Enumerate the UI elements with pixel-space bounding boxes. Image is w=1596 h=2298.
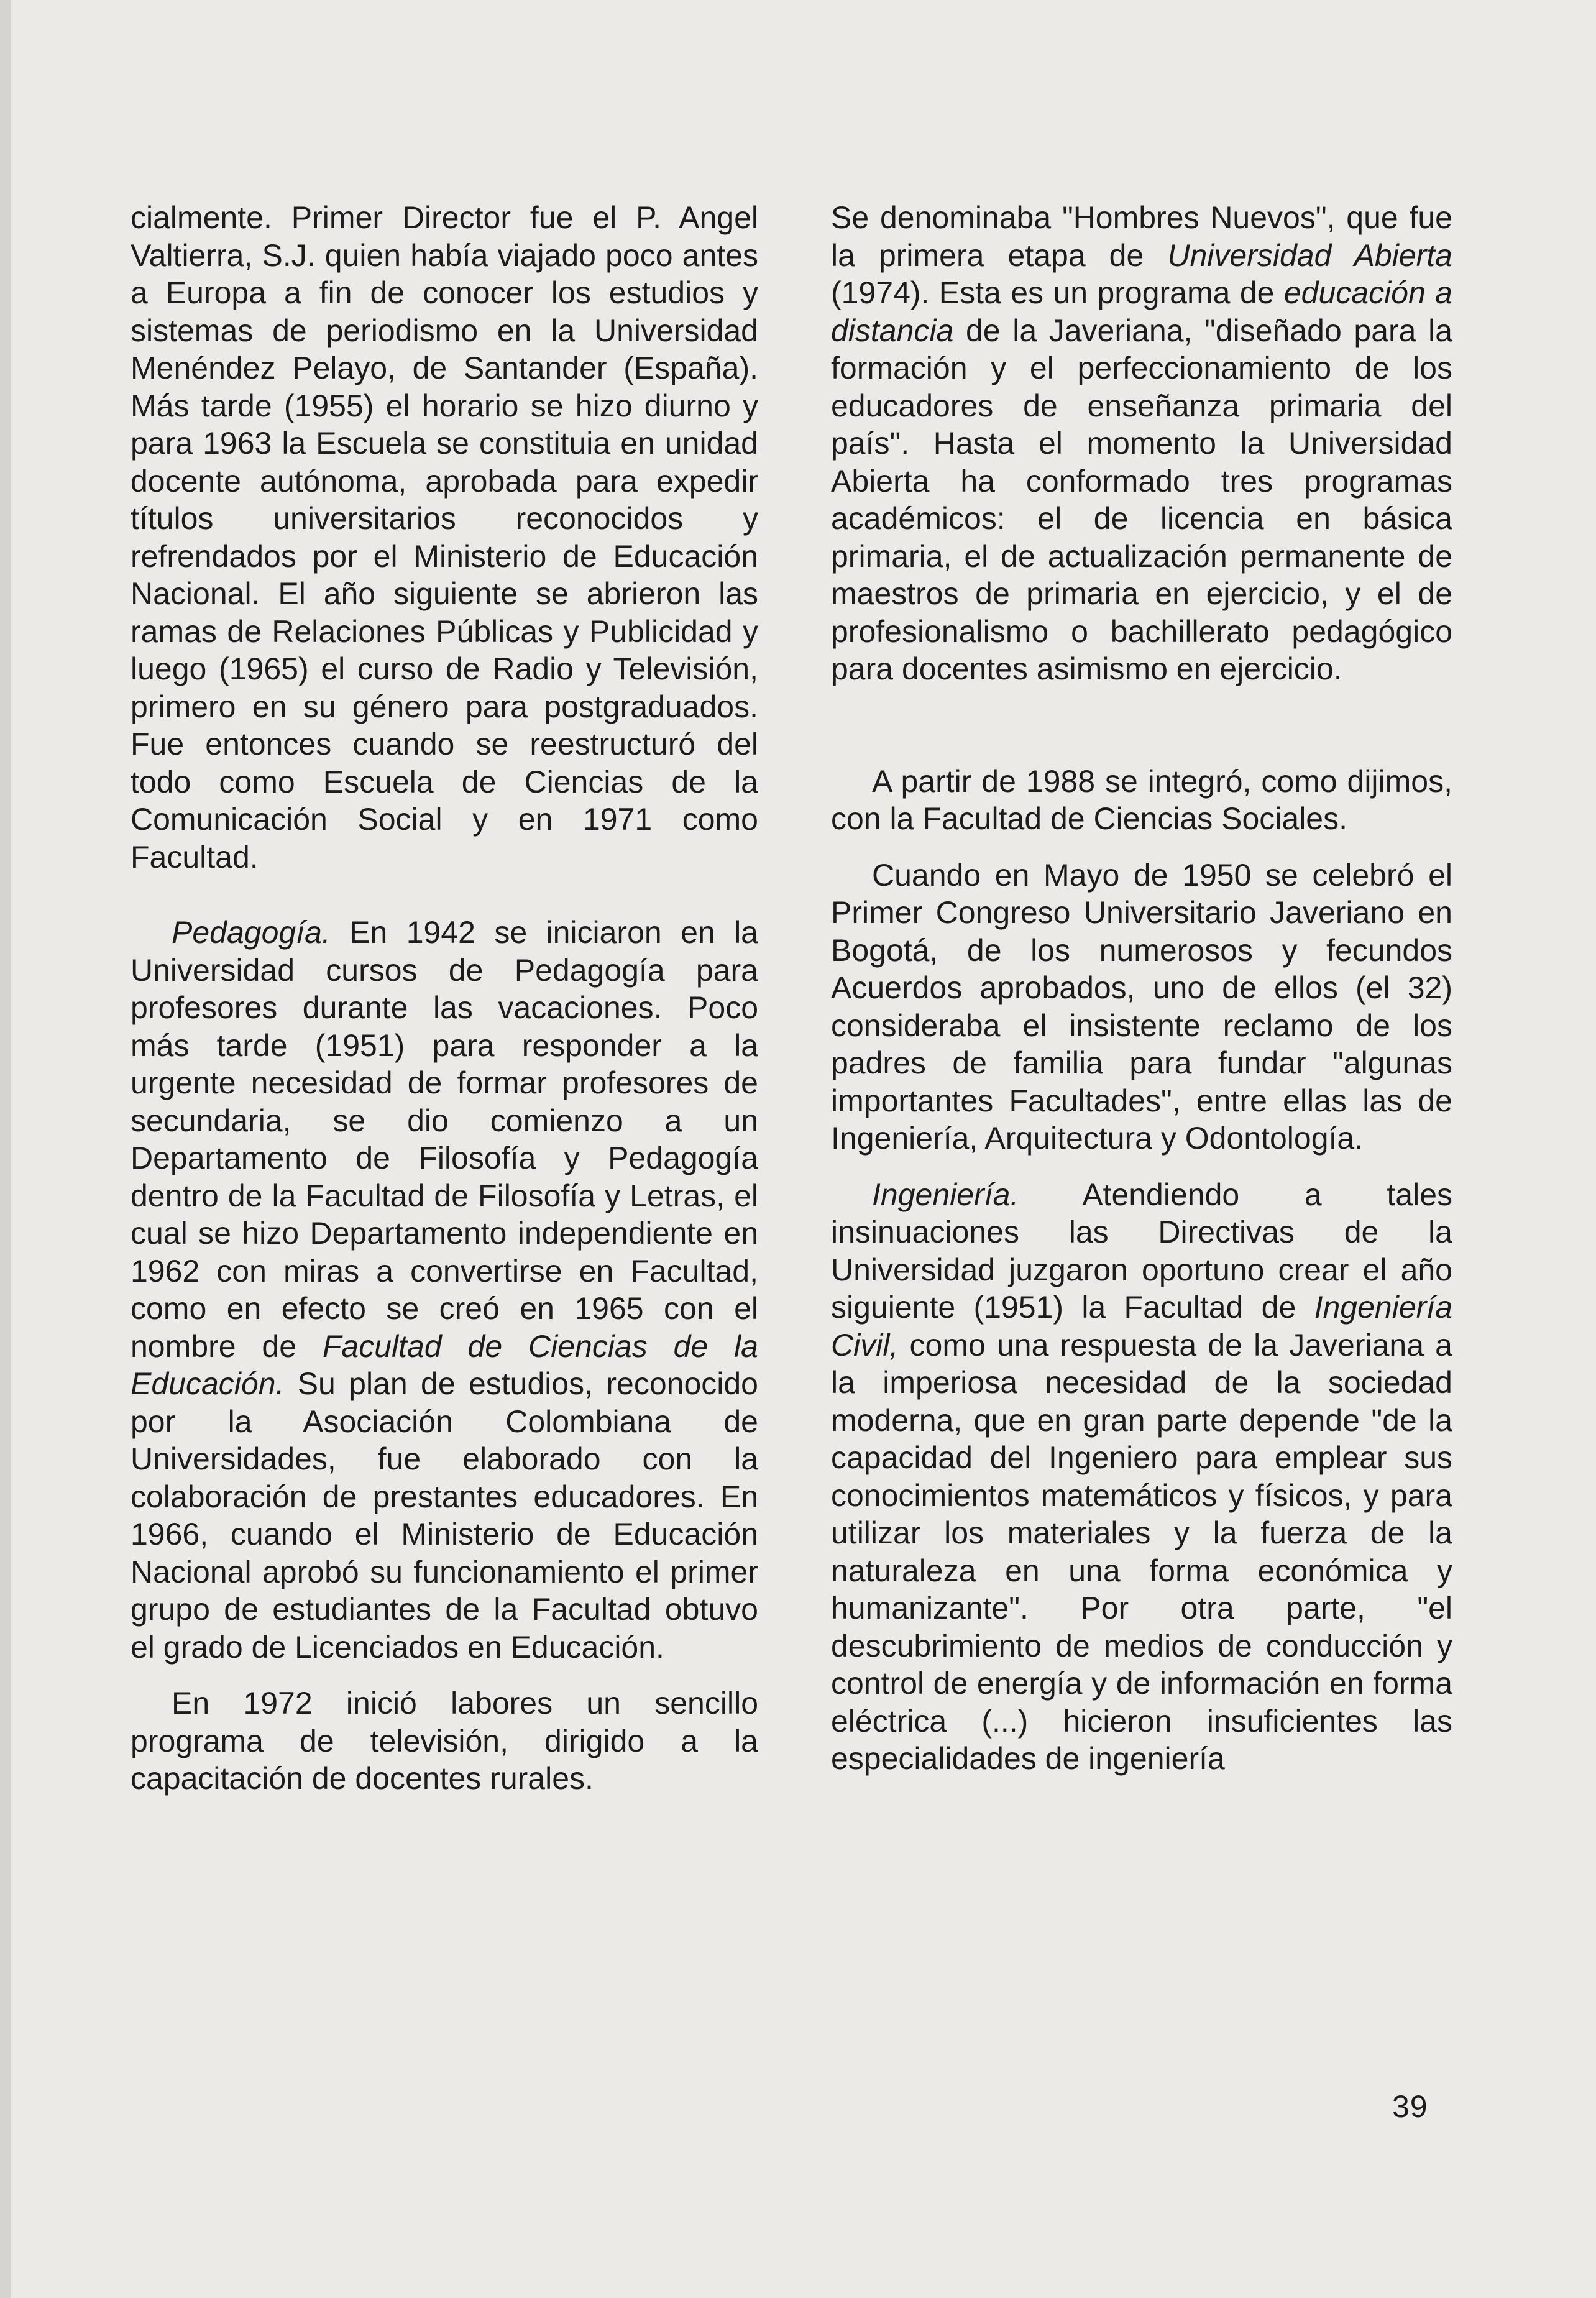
heading-pedagogia: Pedagogía. [172,915,331,950]
text-span: como una respuesta de la Javeriana a la imperiosa necesidad de la sociedad moderna, que en gran parte depende "de la capacidad del Ingeniero para emplear sus conocimientos matemáticos y físicos, y para utilizar los materiales y la fuerza de la naturaleza en una forma económica y humanizante". Por otra parte, "el descubrimiento de medios de conducción y control de energía y de información en forma eléctrica (...) hicieron insuficientes las especialidades de ingeniería [831,1327,1452,1776]
paragraph-periodismo: cialmente. Primer Director fue el P. Angel Valtierra, S.J. quien había viajado poco antes a Europa a fin de conocer los estudios y sistemas de periodismo en la Universidad Menéndez Pelayo, de Santander (España). Más tarde (1955) el horario se hizo diurno y para 1963 la Escuela se constituia en unidad docente autónoma, aprobada para expedir títulos universitarios reconocidos y refrendados por el Ministerio de Educación Nacional. El año siguiente se abrieron las ramas de Relaciones Públicas y Publicidad y luego (1965) el curso de Radio y Televisión, primero en su género para postgraduados. Fue entonces cuando se reestructuró del todo como Escuela de Ciencias de la Comunicación Social y en 1971 como Facultad. [131,200,758,875]
emphasis-universidad-abierta: Universidad Abierta [1167,237,1452,273]
page-edge [0,0,11,2298]
emphasis-ingenieria-civil: Ingeniería Civil, [831,1290,1452,1363]
paragraph-pedagogia [131,914,758,1666]
text-span: Atendiendo a tales insinuaciones las Directivas de la Universidad juzgaron oportuno crear el año siguiente (1951) la Facultad de [831,1177,1452,1325]
page-number: 39 [1392,2089,1428,2124]
paragraph-ciencias-sociales: A partir de 1988 se integró, como dijimos, con la Facultad de Ciencias Sociales. [831,763,1452,836]
right-column [831,199,1452,1778]
text-span: de la Javeriana, "diseñado para la formación y el perfeccionamiento de los educadores de enseñanza primaria del país". Hasta el momento la Universidad Abierta ha conformado tres programas académicos: el de licencia en básica primaria, el de actualización permanente de maestros de primaria en ejercicio, y el de profesionalismo o bachillerato pedagógico para docentes asimismo en ejercicio. [831,313,1452,686]
text-span: En 1942 se iniciaron en la Universidad cursos de Pedagogía para profesores durante las vacaciones. Poco más tarde (1951) para responder a la urgente necesidad de formar profesores de secundaria, se dio comienzo a un Departamento de Filosofía y Pedagogía dentro de la Facultad de Filosofía y Letras, el cual se hizo Departamento independiente en 1962 con miras a convertirse en Facultad, como en efecto se creó en 1965 con el nombre de [131,915,758,1364]
paragraph-television: En 1972 inició labores un sencillo programa de televisión, dirigido a la capacitación de docentes rurales. [131,1686,758,1796]
paragraph-ingenieria [831,1176,1452,1778]
left-column [131,199,758,1798]
heading-ingenieria: Ingeniería. [872,1177,1019,1212]
emphasis-facultad-educacion: Facultad de Ciencias de la Educación. [131,1328,758,1401]
emphasis-educacion-distancia: educación a distancia [831,275,1452,348]
text-span: Se denominaba "Hombres Nuevos", que fue la primera etapa de [831,200,1452,273]
paragraph-universidad-abierta [831,199,1452,688]
text-span: Su plan de estudios, reconocido por la Asociación Colombiana de Universidades, fue elaborado con la colaboración de prestantes educadores. En 1966, cuando el Ministerio de Educación Nacional aprobó su funcionamiento el primer grupo de estudiantes de la Facultad obtuvo el grado de Licenciados en Educación. [131,1366,758,1665]
text-span: (1974). Esta es un programa de [831,275,1284,310]
paragraph-congreso: Cuando en Mayo de 1950 se celebró el Primer Congreso Universitario Javeriano en Bogotá, de los numerosos y fecundos Acuerdos aprobados, uno de ellos (el 32) consideraba el insistente reclamo de los padres de familia para fundar "algunas importantes Facultades", entre ellas las de Ingeniería, Arquitectura y Odontología. [831,857,1452,1156]
